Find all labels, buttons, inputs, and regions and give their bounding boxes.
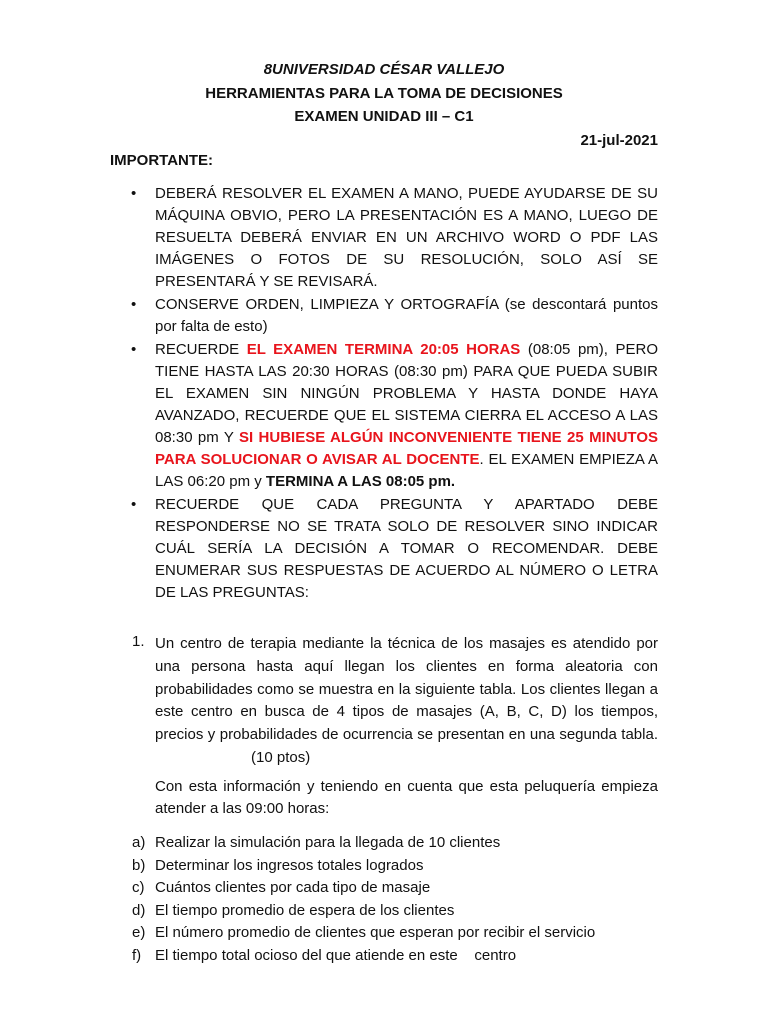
bullet-icon: • xyxy=(131,341,137,358)
sub-question-text: Cuántos clientes por cada tipo de masaje xyxy=(155,879,431,896)
sub-question-text: Realizar la simulación para la llegada de 10 clientes xyxy=(155,834,501,851)
bullet-icon: • xyxy=(131,496,137,513)
sub-question xyxy=(110,945,670,968)
sub-question-label: b) xyxy=(132,856,146,874)
sub-question-label: c) xyxy=(132,879,145,896)
question-points: (10 ptos) xyxy=(251,748,311,766)
sub-question-text: El número promedio de clientes que esperan por recibir el servicio xyxy=(155,924,596,941)
question-text: Un centro de terapia mediante la técnica de los masajes es atendido por una persona hasta aquí llegan los clientes en forma aleatoria con probabilidades como se muestra en la siguiente tabla. Los clientes llegan a este centro en busca de 4 tipos de masajes (A, B, C, D) los tiempos, precios y probabilidades de ocurrencia se presentan en una segunda tabla. xyxy=(155,635,658,744)
sub-question-label: f) xyxy=(132,946,142,964)
sub-questions-list xyxy=(110,832,670,967)
sub-question xyxy=(110,855,670,878)
sub-question xyxy=(110,832,670,855)
question-number: 1. xyxy=(132,633,145,650)
exam-date: 21-jul-2021 xyxy=(580,132,658,149)
question-text-block xyxy=(155,633,658,770)
exam-end-highlight: EL EXAMEN TERMINA 20:05 HORAS xyxy=(246,341,521,358)
university-title: 8UNIVERSIDAD CÉSAR VALLEJO xyxy=(263,61,505,78)
instruction-text: DEBERÁ RESOLVER EL EXAMEN A MANO, PUEDE AYUDARSE DE SU MÁQUINA OBVIO, PERO LA PRESENTACIÓN ES A MANO, LUEGO DE RESUELTA DEBERÁ ENVIAR EN UN ARCHIVO WORD O PDF LAS IMÁGENES O FOTOS DE SU RESOLUCIÓN, SOLO ASÍ SE PRESENTARÁ Y SE REVISARÁ. xyxy=(155,185,658,290)
question-1 xyxy=(110,633,658,770)
instruction-item xyxy=(110,494,658,604)
bullet-icon: • xyxy=(131,185,137,202)
sub-question-label: d) xyxy=(132,901,146,919)
instruction-item xyxy=(110,183,658,293)
question-context: Con esta información y teniendo en cuenta que esta peluquería empieza atender a las 09:00 horas: xyxy=(155,778,658,817)
instruction-item xyxy=(110,294,658,338)
end-time-bold: TERMINA A LAS 08:05 pm. xyxy=(265,473,456,490)
bullet-icon: • xyxy=(131,296,137,313)
instructions-list xyxy=(110,183,658,605)
exam-title: EXAMEN UNIDAD III – C1 xyxy=(294,108,474,125)
instruction-text: CONSERVE ORDEN, LIMPIEZA Y ORTOGRAFÍA (se descontará puntos por falta de esto) xyxy=(155,296,658,335)
sub-question-label: a) xyxy=(132,834,146,851)
sub-question-text: Determinar los ingresos totales logrados xyxy=(155,856,424,874)
course-title: HERRAMIENTAS PARA LA TOMA DE DECISIONES xyxy=(205,85,563,102)
sub-question xyxy=(110,877,670,900)
instruction-text: RECUERDE QUE CADA PREGUNTA Y APARTADO DEBE RESPONDERSE NO SE TRATA SOLO DE RESOLVER SINO INDICAR CUÁL SERÍA LA DECISIÓN A TOMAR O RECOMENDAR. DEBE ENUMERAR SUS RESPUESTAS DE ACUERDO AL NÚMERO O LETRA DE LAS PREGUNTAS: xyxy=(155,496,658,601)
sub-question-text: El tiempo total ocioso del que atiende en este centro xyxy=(155,946,517,964)
sub-question xyxy=(110,922,670,945)
inconvenience-highlight: SI HUBIESE ALGÚN INCONVENIENTE TIENE 25 MINUTOS PARA SOLUCIONAR O AVISAR AL DOCENTE xyxy=(155,429,658,468)
sub-question-text: El tiempo promedio de espera de los clientes xyxy=(155,901,455,919)
instruction-item xyxy=(110,339,658,493)
instruction-text: (08:05 pm), PERO TIENE HASTA LAS 20:30 HORAS (08:30 pm) PARA QUE PUEDA SUBIR EL EXAMEN SIN NINGÚN PROBLEMA Y HASTA DONDE HAYA AVANZADO, RECUERDE QUE EL SISTEMA CIERRA EL ACCESO A LAS 08:30 pm Y xyxy=(155,341,658,446)
instruction-text: . EL EXAMEN EMPIEZA A LAS 06:20 pm y xyxy=(155,451,659,490)
sub-question-label: e) xyxy=(132,924,146,941)
important-label: IMPORTANTE: xyxy=(110,152,214,169)
sub-question xyxy=(110,900,670,923)
instruction-text: RECUERDE xyxy=(155,341,247,358)
